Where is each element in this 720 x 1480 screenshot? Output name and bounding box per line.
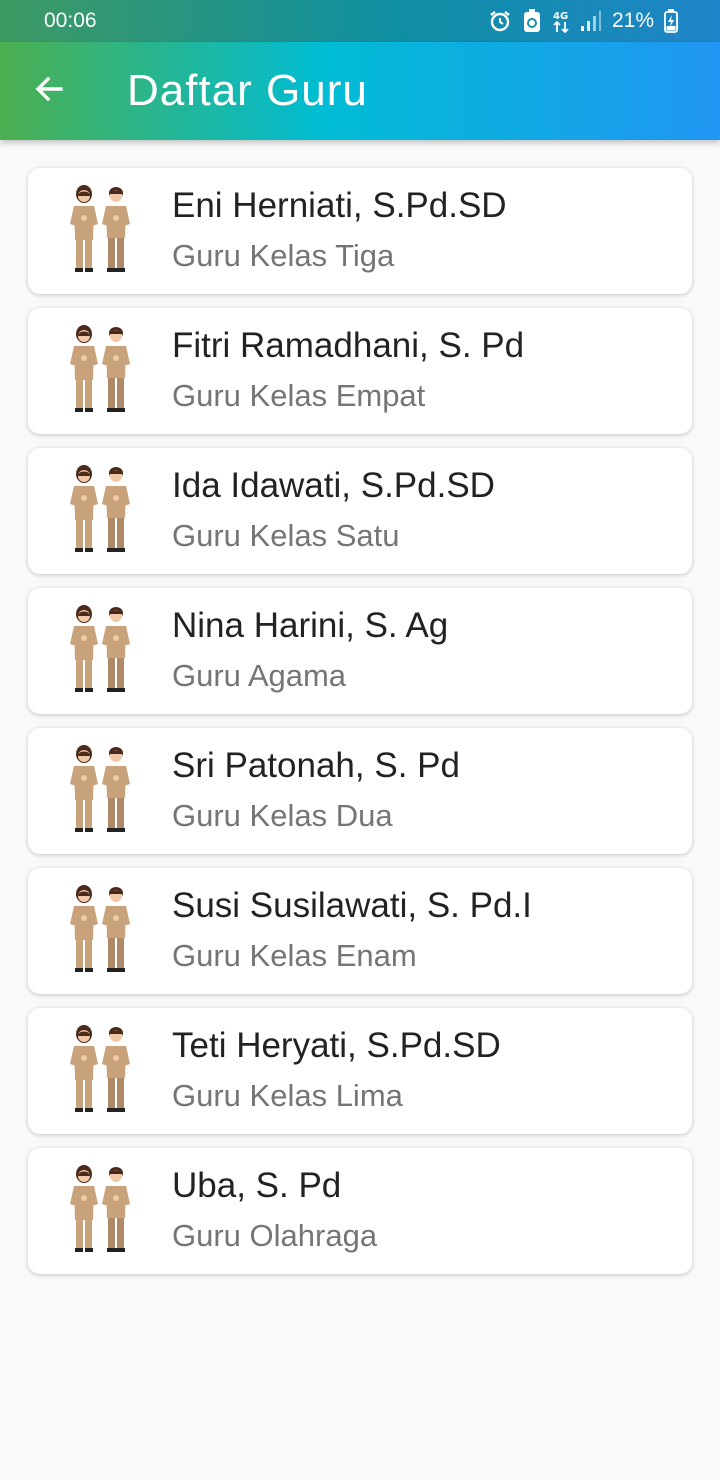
teacher-card[interactable]	[28, 728, 692, 854]
teacher-avatar-icon	[66, 1164, 138, 1258]
teacher-text	[172, 466, 495, 556]
teacher-name: Ida Idawati, S.Pd.SD	[172, 466, 495, 505]
teacher-text	[172, 1166, 377, 1256]
teacher-card[interactable]	[28, 868, 692, 994]
teacher-role: Guru Agama	[172, 658, 347, 693]
teacher-list	[28, 168, 692, 1274]
recycle-icon	[522, 9, 542, 33]
teacher-role: Guru Kelas Enam	[172, 938, 417, 973]
teacher-role: Guru Kelas Dua	[172, 798, 393, 833]
teacher-card[interactable]	[28, 1148, 692, 1274]
teacher-name: Susi Susilawati, S. Pd.I	[172, 886, 532, 925]
teacher-card[interactable]	[28, 1008, 692, 1134]
teacher-avatar-icon	[66, 324, 138, 418]
teacher-card[interactable]	[28, 308, 692, 434]
status-time: 00:06	[44, 9, 97, 32]
teacher-name: Uba, S. Pd	[172, 1166, 342, 1205]
teacher-text	[172, 186, 507, 276]
teacher-avatar-icon	[66, 744, 138, 838]
teacher-name: Sri Patonah, S. Pd	[172, 746, 460, 785]
app-bar	[0, 42, 720, 140]
teacher-avatar-icon	[66, 604, 138, 698]
page-title: Daftar Guru	[127, 66, 368, 115]
status-icons	[488, 9, 678, 33]
teacher-role: Guru Kelas Lima	[172, 1078, 403, 1113]
teacher-name: Eni Herniati, S.Pd.SD	[172, 186, 507, 225]
teacher-avatar-icon	[66, 464, 138, 558]
alarm-icon	[488, 9, 512, 33]
battery-percent: 21%	[611, 9, 654, 32]
teacher-text	[172, 606, 448, 696]
network-4g-icon	[552, 9, 570, 33]
battery-charging-icon	[664, 9, 678, 33]
teacher-text	[172, 1026, 501, 1116]
teacher-role: Guru Kelas Tiga	[172, 238, 395, 273]
teacher-avatar-icon	[66, 184, 138, 278]
teacher-text	[172, 326, 524, 416]
teacher-role: Guru Kelas Satu	[172, 518, 400, 553]
signal-icon	[580, 10, 602, 32]
teacher-role: Guru Olahraga	[172, 1218, 378, 1253]
teacher-avatar-icon	[66, 1024, 138, 1118]
teacher-card[interactable]	[28, 448, 692, 574]
teacher-name: Teti Heryati, S.Pd.SD	[172, 1026, 501, 1065]
teacher-avatar-icon	[66, 884, 138, 978]
teacher-text	[172, 886, 532, 976]
back-button[interactable]	[17, 59, 81, 123]
teacher-card[interactable]	[28, 168, 692, 294]
arrow-left-icon	[33, 73, 65, 110]
network-4g-label: 4G	[552, 11, 569, 22]
status-bar	[0, 0, 720, 42]
teacher-name: Nina Harini, S. Ag	[172, 606, 449, 645]
teacher-role: Guru Kelas Empat	[172, 378, 426, 413]
teacher-name: Fitri Ramadhani, S. Pd	[172, 326, 525, 365]
teacher-text	[172, 746, 460, 836]
teacher-card[interactable]	[28, 588, 692, 714]
